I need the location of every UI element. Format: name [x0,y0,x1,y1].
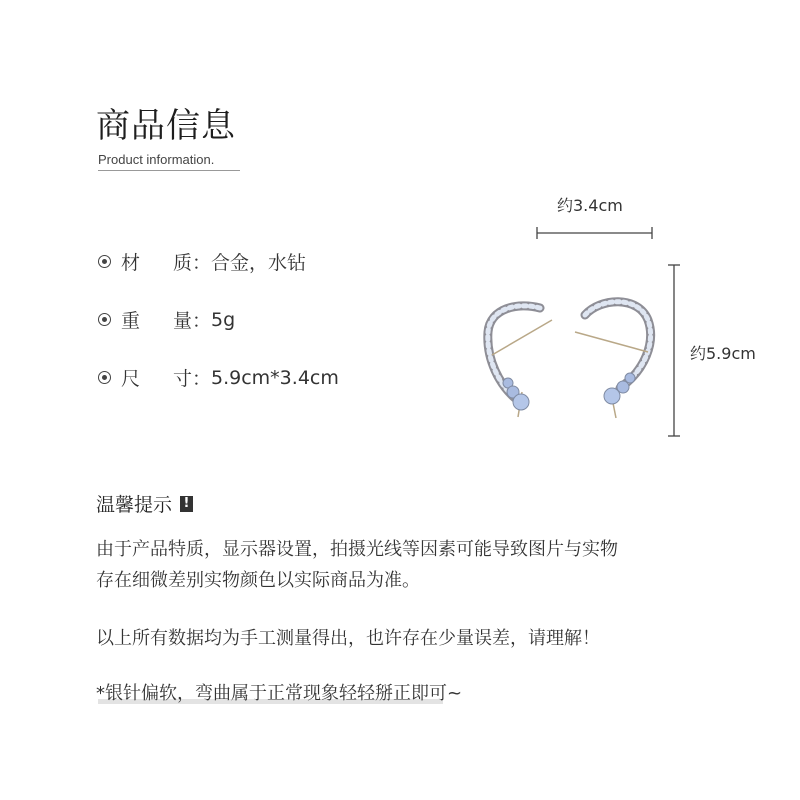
spec-key-char1: 材 [121,252,141,274]
spec-value: 5g [211,308,236,331]
spec-weight [98,306,235,333]
spec-key-char1: 重 [121,310,141,332]
spec-key-char2: 量： [173,310,212,332]
page-subtitle: Product information. [98,152,240,171]
width-dimension-line [537,227,652,239]
spec-key-char2: 寸： [173,368,212,390]
tips-paragraph-line2: 存在细微差别实物颜色以实际商品为准。 [96,570,420,591]
height-label: 约5.9cm [690,344,756,363]
spec-size [98,364,339,391]
height-dimension-line [668,265,680,436]
width-label: 约3.4cm [557,196,623,215]
tips-measurement-note: 以上所有数据均为手工测量得出，也许存在少量误差，请理解！ [96,628,600,649]
spec-value: 5.9cm*3.4cm [211,366,339,389]
tips-paragraph-line1: 由于产品特质，显示器设置，拍摄光线等因素可能导致图片与实物 [96,539,618,560]
left-earring [488,306,552,417]
spec-material [98,248,306,275]
earring-illustration [470,220,690,450]
spec-key-char1: 尺 [121,368,141,390]
right-earring [575,302,651,418]
tips-title-text: 温馨提示 [96,494,173,516]
page-title: 商品信息 [96,106,236,146]
warning-icon: ! [180,496,193,512]
spec-value: 合金，水钻 [211,252,307,274]
spec-key-char2: 质： [173,252,212,274]
bullet-icon [98,313,111,326]
bullet-icon [98,255,111,268]
bullet-icon [98,371,111,384]
tips-title [96,490,193,517]
tips-needle-note: *银针偏软，弯曲属于正常现象轻轻掰正即可~ [96,683,463,704]
